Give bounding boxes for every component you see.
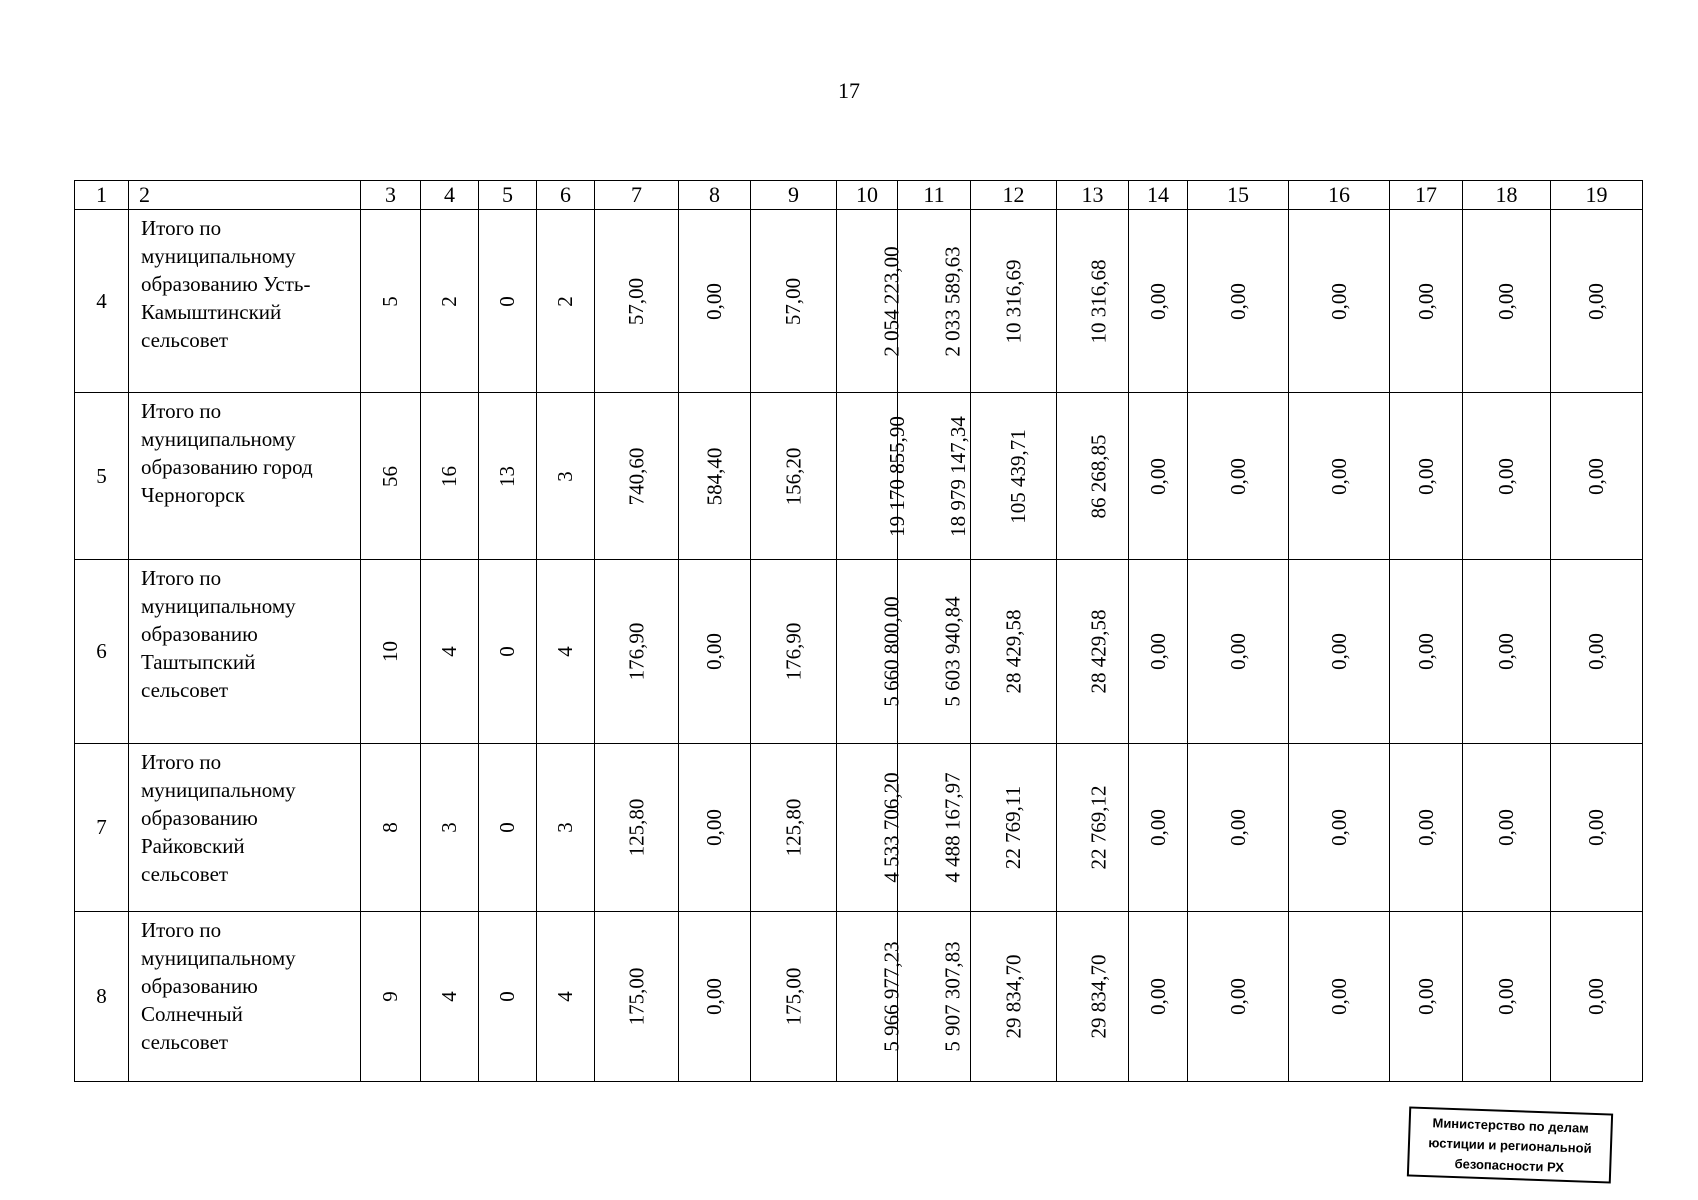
value-cell (971, 393, 1057, 560)
cell-value: 57,00 (781, 277, 805, 325)
value-cell (1551, 912, 1643, 1082)
cell-value: 125,80 (781, 798, 805, 857)
value-cell (421, 744, 479, 912)
cell-value: 0,00 (1413, 633, 1438, 670)
column-header: 4 (421, 181, 479, 210)
cell-value: 175,00 (624, 967, 648, 1026)
table-row (75, 210, 1643, 393)
value-cell (479, 912, 537, 1082)
cell-value: 0,00 (1326, 457, 1351, 495)
cell-value: 3 (437, 822, 461, 833)
cell-value: 5 966 977,23 (879, 941, 904, 1052)
row-number: 8 (75, 912, 129, 1082)
column-header: 5 (479, 181, 537, 210)
column-header: 16 (1289, 181, 1390, 210)
cell-value: 0,00 (1584, 457, 1608, 495)
cell-value: 10 (378, 641, 402, 662)
cell-value: 584,40 (702, 447, 726, 505)
value-cell (751, 393, 837, 560)
cell-value: 0,00 (1494, 282, 1518, 320)
cell-value: 0,00 (1326, 633, 1351, 670)
value-cell (679, 744, 751, 912)
cell-value: 5 907 307,83 (940, 941, 965, 1052)
value-cell (1289, 912, 1390, 1082)
cell-value: 86 268,85 (1086, 434, 1111, 518)
cell-value: 0,00 (1494, 809, 1518, 846)
cell-value: 2 033 589,63 (940, 245, 965, 357)
cell-value: 0,00 (1584, 633, 1608, 670)
cell-value: 4 (437, 991, 461, 1002)
name-line: Итого по (141, 216, 222, 240)
cell-value: 740,60 (624, 447, 648, 505)
cell-value: 0,00 (1145, 282, 1170, 320)
cell-value: 105 439,71 (1005, 428, 1030, 524)
cell-value: 8 (378, 822, 402, 833)
cell-value: 0,00 (1494, 978, 1518, 1015)
value-cell (1129, 210, 1188, 393)
value-cell (1390, 560, 1463, 744)
value-cell (361, 210, 421, 393)
table-row (75, 912, 1643, 1082)
value-cell (1188, 912, 1289, 1082)
column-header: 7 (595, 181, 679, 210)
cell-value: 29 834,70 (1001, 954, 1025, 1039)
value-cell (361, 393, 421, 560)
name-line: Камыштинский (141, 300, 282, 324)
cell-value: 0,00 (702, 978, 726, 1015)
value-cell (595, 744, 679, 912)
name-line: сельсовет (141, 1030, 229, 1054)
row-number: 4 (75, 210, 129, 393)
stamp-line: Министерство по делам (1432, 1115, 1590, 1136)
name-line: муниципальному (141, 946, 296, 970)
cell-value: 0,00 (1494, 633, 1518, 670)
value-cell (1390, 744, 1463, 912)
value-cell (1551, 210, 1643, 393)
cell-value: 0,00 (1584, 282, 1608, 320)
header-row (75, 181, 1643, 210)
row-number: 5 (75, 393, 129, 560)
ministry-stamp (1407, 1106, 1613, 1183)
value-cell (595, 560, 679, 744)
cell-value: 0,00 (1494, 457, 1518, 495)
value-cell (479, 393, 537, 560)
value-cell (421, 210, 479, 393)
value-cell (1129, 912, 1188, 1082)
column-header: 8 (679, 181, 751, 210)
cell-value: 176,90 (781, 622, 805, 681)
cell-value: 4 533 706,20 (879, 772, 904, 883)
cell-value: 0,00 (702, 633, 726, 670)
name-line: Солнечный (141, 1002, 243, 1026)
value-cell (537, 744, 595, 912)
value-cell (1188, 744, 1289, 912)
cell-value: 16 (437, 465, 461, 487)
cell-value: 0,00 (1413, 978, 1438, 1015)
value-cell (421, 912, 479, 1082)
cell-value: 19 170 855,90 (884, 415, 909, 537)
value-cell (1463, 393, 1551, 560)
value-cell (479, 744, 537, 912)
column-header: 14 (1129, 181, 1188, 210)
value-cell (971, 560, 1057, 744)
value-cell (837, 744, 904, 912)
value-cell (679, 210, 751, 393)
cell-value: 0 (495, 646, 519, 657)
value-cell (1289, 560, 1390, 744)
name-line: Райковский (141, 834, 245, 858)
name-line: Черногорск (141, 483, 245, 507)
cell-value: 0,00 (702, 809, 726, 846)
name-line: Итого по (141, 750, 222, 774)
cell-value: 4 (553, 991, 577, 1002)
value-cell (1057, 560, 1129, 744)
data-table (74, 180, 1643, 1082)
value-cell (1129, 560, 1188, 744)
municipality-name (129, 210, 361, 393)
value-cell (1129, 744, 1188, 912)
municipality-name (129, 560, 361, 744)
cell-value: 18 979 147,34 (945, 415, 970, 537)
value-cell (1057, 912, 1129, 1082)
name-line: сельсовет (141, 328, 229, 352)
cell-value: 0,00 (1326, 978, 1351, 1015)
value-cell (971, 912, 1057, 1082)
value-cell (1188, 560, 1289, 744)
column-header: 9 (751, 181, 837, 210)
cell-value: 2 (553, 295, 577, 307)
value-cell (421, 560, 479, 744)
cell-value: 4 (437, 646, 461, 657)
value-cell (1390, 210, 1463, 393)
value-cell (1129, 393, 1188, 560)
cell-value: 29 834,70 (1086, 954, 1111, 1039)
column-header: 6 (537, 181, 595, 210)
cell-value: 176,90 (624, 622, 648, 681)
table-row (75, 744, 1643, 912)
value-cell (1057, 744, 1129, 912)
cell-value: 5 (378, 295, 402, 307)
value-cell (1463, 912, 1551, 1082)
value-cell (1390, 912, 1463, 1082)
value-cell (971, 210, 1057, 393)
cell-value: 0,00 (702, 282, 726, 320)
value-cell (837, 393, 909, 560)
value-cell (1463, 744, 1551, 912)
municipality-name (129, 912, 361, 1082)
value-cell (837, 912, 904, 1082)
table-row (75, 393, 1643, 560)
value-cell (1289, 744, 1390, 912)
cell-value: 28 429,58 (1001, 609, 1025, 694)
cell-value: 0,00 (1145, 633, 1170, 670)
cell-value: 5 603 940,84 (940, 596, 965, 707)
name-line: образованию (141, 622, 258, 646)
value-cell (421, 393, 479, 560)
value-cell (1057, 210, 1129, 393)
value-cell (361, 744, 421, 912)
cell-value: 22 769,12 (1086, 785, 1111, 870)
stamp-line: безопасности РХ (1454, 1156, 1565, 1175)
cell-value: 0,00 (1225, 809, 1250, 846)
value-cell (1463, 560, 1551, 744)
cell-value: 125,80 (624, 798, 648, 857)
cell-value: 156,20 (781, 447, 805, 505)
cell-value: 0,00 (1225, 633, 1250, 670)
value-cell (679, 393, 751, 560)
cell-value: 0,00 (1326, 282, 1351, 320)
row-number: 7 (75, 744, 129, 912)
column-header: 18 (1463, 181, 1551, 210)
cell-value: 0,00 (1145, 978, 1170, 1015)
value-cell (1188, 210, 1289, 393)
cell-value: 9 (378, 991, 402, 1002)
name-line: образованию город (141, 455, 313, 479)
name-line: муниципальному (141, 778, 296, 802)
cell-value: 10 316,69 (1001, 259, 1025, 343)
value-cell (898, 210, 971, 393)
value-cell (1057, 393, 1129, 560)
value-cell (537, 912, 595, 1082)
value-cell (1551, 393, 1643, 560)
cell-value: 0 (495, 822, 519, 833)
cell-value: 56 (378, 465, 402, 487)
value-cell (595, 912, 679, 1082)
name-line: муниципальному (141, 427, 296, 451)
cell-value: 0,00 (1225, 457, 1250, 495)
name-line: сельсовет (141, 678, 229, 702)
value-cell (479, 210, 537, 393)
name-line: образованию Усть- (141, 272, 311, 296)
value-cell (1289, 210, 1390, 393)
value-cell (361, 560, 421, 744)
cell-value: 0,00 (1326, 809, 1351, 846)
column-header: 19 (1551, 181, 1643, 210)
value-cell (1551, 560, 1643, 744)
value-cell (679, 560, 751, 744)
cell-value: 0,00 (1413, 809, 1438, 846)
cell-value: 175,00 (781, 967, 805, 1026)
value-cell (898, 744, 971, 912)
column-header: 3 (361, 181, 421, 210)
value-cell (1551, 744, 1643, 912)
name-line: муниципальному (141, 244, 296, 268)
cell-value: 0,00 (1584, 809, 1608, 846)
cell-value: 3 (553, 822, 577, 833)
value-cell (479, 560, 537, 744)
column-header: 12 (971, 181, 1057, 210)
value-cell (537, 560, 595, 744)
column-header: 2 (129, 181, 361, 210)
value-cell (361, 912, 421, 1082)
value-cell (1390, 393, 1463, 560)
value-cell (971, 744, 1057, 912)
column-header: 1 (75, 181, 129, 210)
name-line: Итого по (141, 566, 222, 590)
value-cell (1463, 210, 1551, 393)
row-number: 6 (75, 560, 129, 744)
cell-value: 57,00 (624, 277, 648, 325)
name-line: образованию (141, 806, 258, 830)
value-cell (679, 912, 751, 1082)
value-cell (898, 912, 971, 1082)
cell-value: 2 054 223,00 (879, 245, 904, 357)
value-cell (1289, 393, 1390, 560)
municipality-name (129, 744, 361, 912)
cell-value: 4 (553, 646, 577, 657)
value-cell (837, 560, 904, 744)
cell-value: 0,00 (1145, 809, 1170, 846)
cell-value: 3 (553, 470, 577, 482)
cell-value: 0,00 (1225, 282, 1250, 320)
cell-value: 0,00 (1225, 978, 1250, 1015)
cell-value: 22 769,11 (1000, 785, 1025, 870)
cell-value: 28 429,58 (1086, 609, 1111, 694)
value-cell (898, 560, 971, 744)
stamp-line: юстиции и региональной (1428, 1135, 1592, 1156)
cell-value: 0,00 (1413, 282, 1438, 320)
column-header: 15 (1188, 181, 1289, 210)
cell-value: 5 660 800,00 (879, 596, 904, 707)
page-number: 17 (838, 78, 860, 103)
value-cell (595, 393, 679, 560)
name-line: Таштыпский (141, 650, 256, 674)
value-cell (751, 560, 837, 744)
value-cell (751, 744, 837, 912)
municipality-name (129, 393, 361, 560)
value-cell (537, 210, 595, 393)
name-line: сельсовет (141, 862, 229, 886)
cell-value: 0 (495, 991, 519, 1002)
value-cell (595, 210, 679, 393)
cell-value: 0 (495, 295, 519, 307)
column-header: 13 (1057, 181, 1129, 210)
name-line: Итого по (141, 399, 222, 423)
value-cell (751, 210, 837, 393)
name-line: Итого по (141, 918, 222, 942)
column-header: 10 (837, 181, 898, 210)
cell-value: 13 (495, 465, 519, 487)
cell-value: 0,00 (1145, 457, 1170, 495)
name-line: образованию (141, 974, 258, 998)
cell-value: 0,00 (1584, 978, 1608, 1015)
cell-value: 4 488 167,97 (940, 772, 965, 883)
value-cell (1188, 393, 1289, 560)
cell-value: 10 316,68 (1086, 259, 1111, 343)
table-row (75, 560, 1643, 744)
value-cell (537, 393, 595, 560)
value-cell (837, 210, 904, 393)
cell-value: 2 (437, 295, 461, 307)
name-line: муниципальному (141, 594, 296, 618)
value-cell (751, 912, 837, 1082)
column-header: 11 (898, 181, 971, 210)
column-header: 17 (1390, 181, 1463, 210)
cell-value: 0,00 (1413, 457, 1438, 495)
